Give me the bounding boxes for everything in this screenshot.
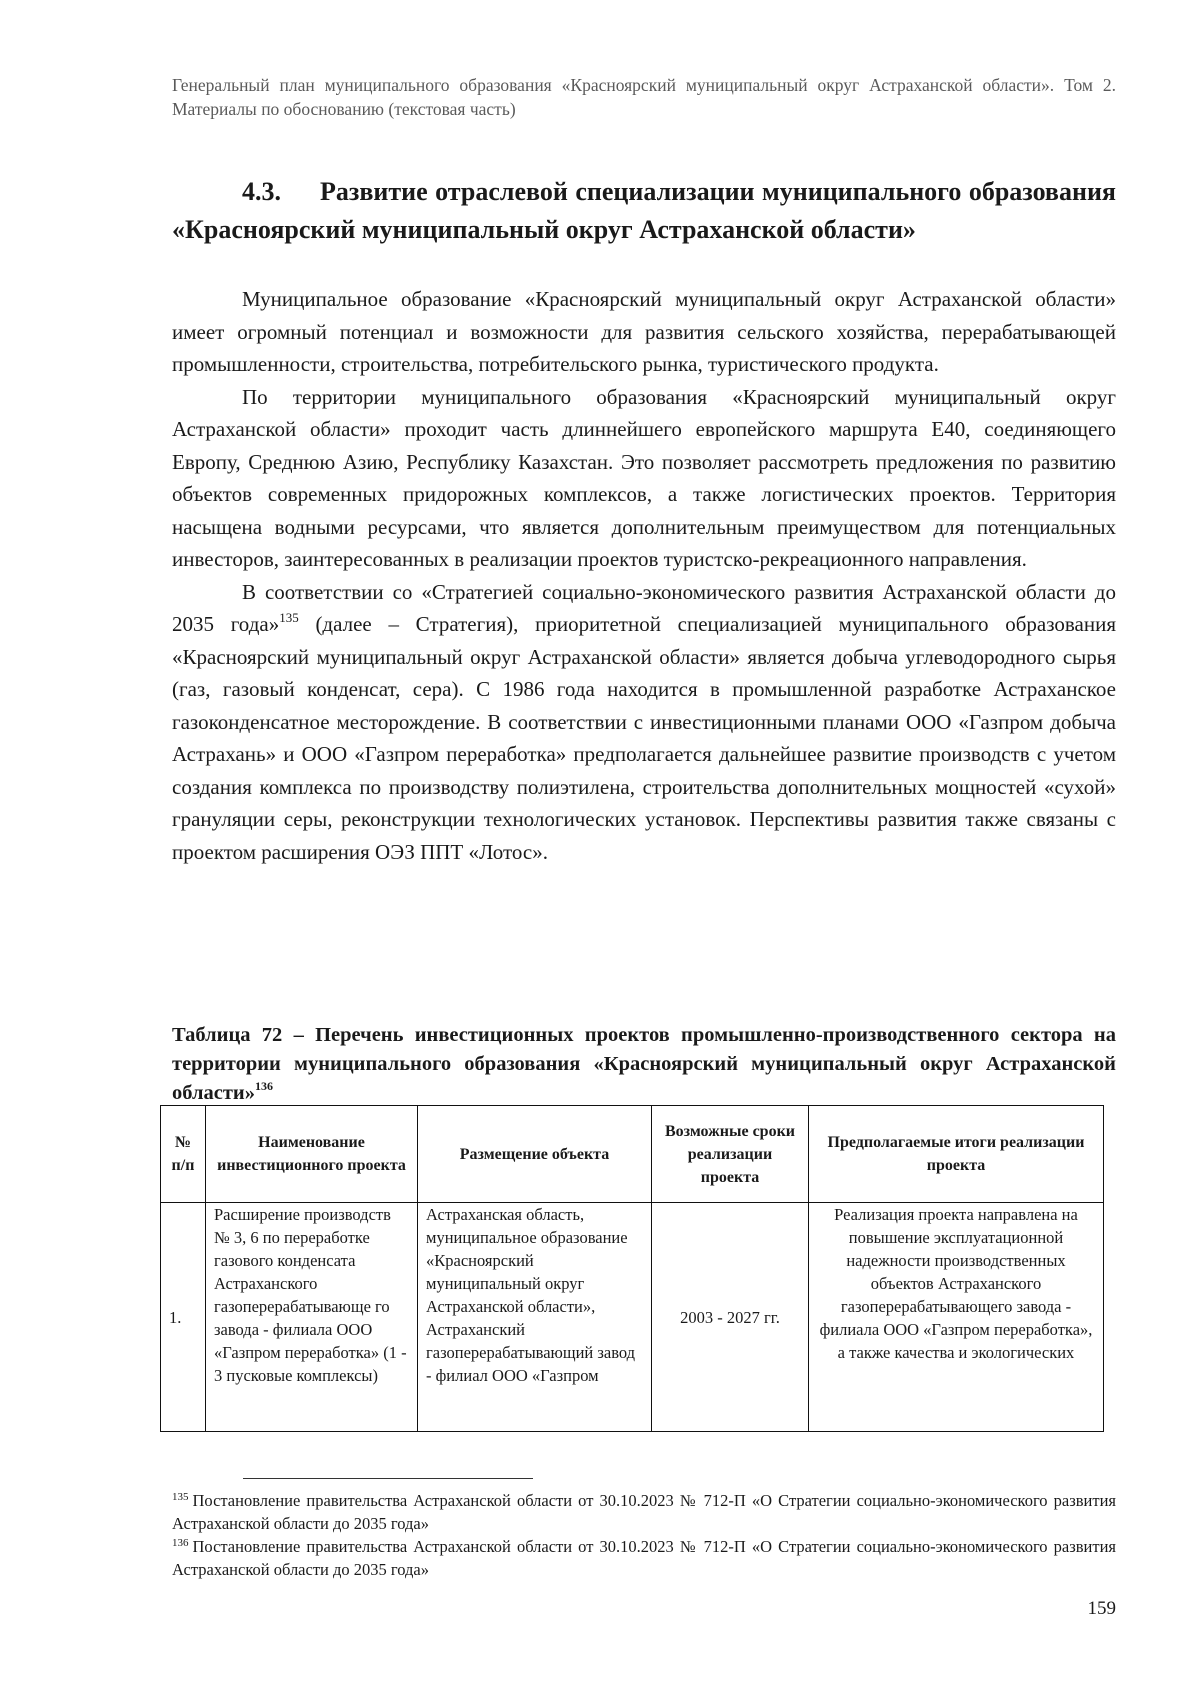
paragraph-2: По территории муниципального образования «Красноярский муниципальный округ Астраханской области» проходит часть длиннейшего европейского маршрута Е40, соединяющего Европу, Среднюю Азию, Республику Казахстан. Это позволяет рассмотреть предложения по развитию объектов современных придорожных комплексов, а также логистических проектов. Территория насыщена водными ресурсами, что является дополнительным преимуществом для потенциальных инвесторов, заинтересованных в реализации проектов туристско-рекреационного направления. bbox=[172, 384, 1116, 571]
page-number: 159 bbox=[1087, 1598, 1116, 1619]
cell-location-text: Астраханская область, муниципальное образование «Красноярский муниципальный округ Астраханской области», Астраханский газоперерабатывающий завод - филиал ООО «Газпром bbox=[426, 1205, 636, 1385]
paragraph-1: Муниципальное образование «Красноярский муниципальный округ Астраханской области» имеет огромный потенциал и возможности для развития сельского хозяйства, перерабатывающей промышленности, строительства, потребительского рынка, туристического продукта. bbox=[172, 287, 1116, 376]
investment-projects-table bbox=[160, 1105, 1104, 1432]
section-heading bbox=[172, 173, 1116, 249]
footnote-ref-135[interactable]: 135 bbox=[279, 610, 299, 625]
table-header-row bbox=[161, 1106, 1104, 1203]
footnote-ref-136[interactable]: 136 bbox=[254, 1079, 273, 1093]
footnote-136-number: 136 bbox=[172, 1537, 189, 1549]
table-caption-text: Таблица 72 – Перечень инвестиционных проектов промышленно-производственного сектора на территории муниципального образования «Красноярский муниципальный округ Астраханской области» bbox=[172, 1024, 1116, 1104]
paragraph-3-start: В соответствии со «Стратегией социально-экономического развития Астраханской области до 2035 года» bbox=[172, 579, 1116, 636]
table-row bbox=[161, 1203, 1104, 1432]
cell-num: 1. bbox=[161, 1203, 206, 1432]
table-caption bbox=[172, 1021, 1116, 1108]
cell-location bbox=[418, 1203, 652, 1432]
footnote-135-number: 135 bbox=[172, 1491, 189, 1503]
footnote-136-text: Постановление правительства Астраханской области от 30.10.2023 № 712-П «О Стратегии социально-экономического развития Астраханской области до 2035 года» bbox=[172, 1537, 1116, 1579]
footnotes bbox=[172, 1489, 1116, 1581]
header-terms: Возможные сроки реализации проекта bbox=[652, 1106, 809, 1203]
cell-terms: 2003 - 2027 гг. bbox=[652, 1203, 809, 1432]
section-number: 4.3. bbox=[242, 177, 281, 206]
cell-project-name bbox=[206, 1203, 418, 1432]
footnote-135 bbox=[172, 1489, 1116, 1535]
footnote-separator bbox=[243, 1478, 533, 1479]
cell-results-text: Реализация проекта направлена на повышение эксплуатационной надежности производственных объектов Астраханского газоперерабатывающего завода - филиала ООО «Газпром переработка», а также качества и экологических bbox=[819, 1205, 1093, 1362]
header-location: Размещение объекта bbox=[418, 1106, 652, 1203]
header-num: № п/п bbox=[161, 1106, 206, 1203]
paragraph-3-end: (далее – Стратегия), приоритетной специализацией муниципального образования «Красноярский муниципальный округ Астраханской области» является добыча углеводородного сырья (газ, газовый конденсат, сера). С 1986 года находится в промышленной разработке Астраханское газоконденсатное месторождение. В соответствии с инвестиционными планами ООО «Газпром добыча Астрахань» и ООО «Газпром переработка» предполагается дальнейшее развитие производств с учетом создания комплекса по производству полиэтилена, строительства дополнительных мощностей «сухой» грануляции серы, реконструкции технологических установок. Перспективы развития также связаны с проектом расширения ОЭЗ ППТ «Лотос». bbox=[172, 612, 1116, 864]
header-results: Предполагаемые итоги реализации проекта bbox=[809, 1106, 1104, 1203]
cell-project-name-text: Расширение производств № 3, 6 по переработке газового конденсата Астраханского газоперерабатывающе го завода - филиала ООО «Газпром переработка» (1 - 3 пусковые комплексы) bbox=[214, 1205, 407, 1385]
footnote-135-text: Постановление правительства Астраханской области от 30.10.2023 № 712-П «О Стратегии социально-экономического развития Астраханской области до 2035 года» bbox=[172, 1491, 1116, 1533]
body-text bbox=[172, 283, 1116, 868]
footnote-136 bbox=[172, 1535, 1116, 1581]
cell-results bbox=[809, 1203, 1104, 1432]
paragraph-3 bbox=[172, 576, 1116, 869]
header-project-name: Наименование инвестиционного проекта bbox=[206, 1106, 418, 1203]
running-header: Генеральный план муниципального образования «Красноярский муниципальный округ Астраханской области». Том 2. Материалы по обоснованию (текстовая часть) bbox=[172, 75, 1116, 119]
section-title: Развитие отраслевой специализации муниципального образования «Красноярский муниципальный округ Астраханской области» bbox=[172, 177, 1116, 244]
